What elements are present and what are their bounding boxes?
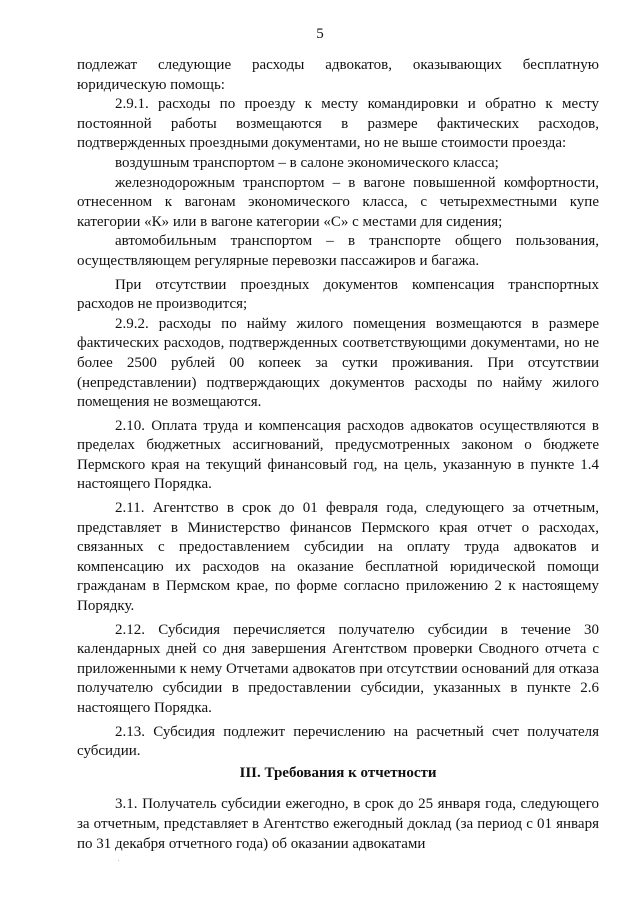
- paragraph-rail-transport: железнодорожным транспортом – в вагоне повышенной комфортности, отнесенном к вагонам экономического класса, с четырехместными купе категории «К» или в вагоне категории «С» с местами для сидения;: [77, 174, 599, 230]
- scan-speck: [118, 860, 119, 861]
- paragraph-no-documents: При отсутствии проездных документов компенсация транспортных расходов не производится;: [77, 276, 599, 313]
- section-heading: III. Требования к отчетности: [239, 764, 437, 781]
- paragraph-air-transport: воздушным транспортом – в салоне экономического класса;: [115, 154, 499, 171]
- paragraph-2-11: 2.11. Агентство в срок до 01 февраля года, следующего за отчетным, представляет в Министерство финансов Пермского края отчет о расходах, связанных с предоставлением субсидии на оплату труда адвокатов и компенсацию их расходов на оказание бесплатной юридической помощи гражданам в Пермском крае, по форме согласно приложению 2 к настоящему Порядку.: [77, 500, 599, 615]
- paragraph-3-1: 3.1. Получатель субсидии ежегодно, в срок до 25 января года, следующего за отчетным, представляет в Агентство ежегодный доклад (за период с 01 января по 31 декабря отчетного года) об оказании адвокатами: [77, 796, 599, 852]
- page-number: 5: [316, 26, 324, 42]
- paragraph-2-10: 2.10. Оплата труда и компенсация расходов адвокатов осуществляются в пределах бюджетных ассигнований, предусмотренных законом о бюджете Пермского края на текущий финансовый год, на цель, указанную в пункте 1.4 настоящего Порядка.: [77, 417, 599, 493]
- paragraph-2-9-1: 2.9.1. расходы по проезду к месту командировки и обратно к месту постоянной работы возмещаются в размере фактических расходов, подтвержденных проездными документами, но не выше стоимости проезда:: [77, 96, 599, 152]
- paragraph-continuation: подлежат следующие расходы адвокатов, оказывающих бесплатную юридическую помощь:: [77, 57, 599, 93]
- paragraph-2-13: 2.13. Субсидия подлежит перечислению на расчетный счет получателя субсидии.: [77, 723, 599, 760]
- paragraph-road-transport: автомобильным транспортом – в транспорте общего пользования, осуществляющем регулярные перевозки пассажиров и багажа.: [77, 233, 599, 269]
- paragraph-2-12: 2.12. Субсидия перечисляется получателю субсидии в течение 30 календарных дней со дня завершения Агентством проверки Сводного отчета с приложенными к нему Отчетами адвокатов при отсутствии оснований для отказа получателю субсидии в предоставлении субсидии, указанных в пункте 2.6 настоящего Порядка.: [77, 621, 599, 716]
- paragraph-2-9-2: 2.9.2. расходы по найму жилого помещения возмещаются в размере фактических расходов, подтвержденных соответствующими документами, но не более 2500 рублей 00 копеек за сутки проживания. При отсутствии (непредставлении) подтверждающих документов расходы по найму жилого помещения не возмещаются.: [77, 315, 599, 411]
- document-body: [77, 56, 599, 854]
